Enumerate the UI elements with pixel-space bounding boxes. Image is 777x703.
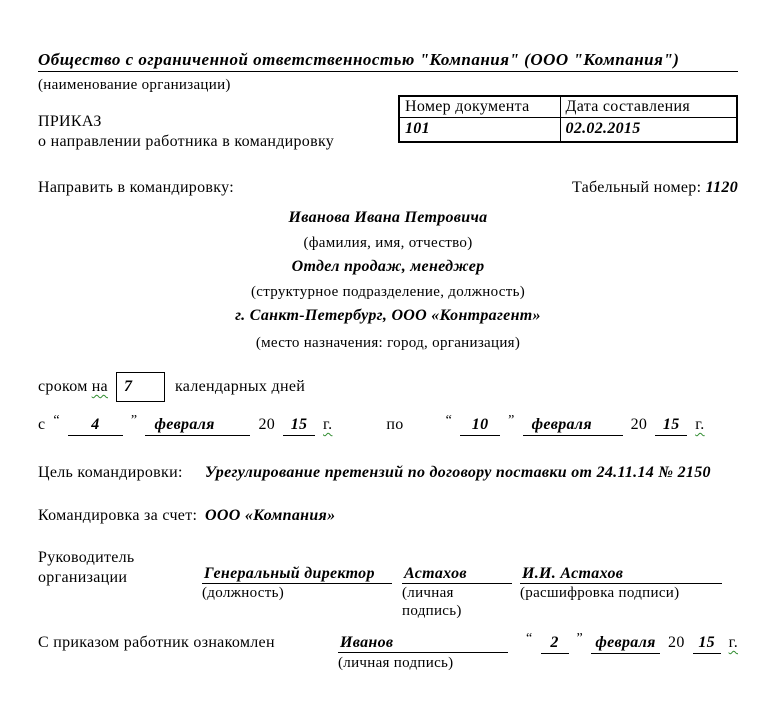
acknowledgement-label: С приказом работник ознакомлен [38, 634, 275, 651]
head-signature-block [38, 548, 738, 620]
duration-na: на [91, 378, 108, 395]
employee-name: Иванова Ивана Петровича [288, 209, 488, 226]
table-value-row [399, 118, 737, 142]
funding-row [38, 506, 738, 526]
to-month-field: февраля [523, 415, 623, 436]
send-row [38, 178, 738, 198]
head-label [38, 548, 202, 588]
to-century: 20 [630, 416, 648, 433]
close-quote-icon: ” [508, 413, 515, 428]
acknowledgement-signature: Иванов [338, 633, 508, 653]
duration-row [38, 372, 738, 402]
doc-number-header: Номер документа [399, 96, 560, 118]
signature-hint-line1: (личная [402, 585, 454, 601]
duration-suffix: календарных дней [174, 378, 306, 395]
order-title: ПРИКАЗ [38, 113, 102, 130]
order-subtitle: о направлении работника в командировку [38, 133, 335, 150]
trip-period-row [38, 415, 738, 436]
position-hint: (должность) [202, 585, 285, 601]
table-header-row [399, 96, 737, 118]
acknowledgement-year-abbr: г. [728, 634, 738, 651]
from-year-field: 15 [283, 415, 315, 436]
org-name-line [38, 50, 738, 72]
head-label-line1: Руководитель [38, 549, 135, 566]
head-label-line2: организации [38, 569, 128, 586]
department-position: Отдел продаж, менеджер [291, 258, 485, 275]
decryption-value: И.И. Астахов [520, 564, 722, 584]
signature-hint-line2: подпись) [402, 603, 462, 619]
destination: г. Санкт-Петербург, ООО «Контрагент» [235, 307, 541, 324]
employee-name-hint: (фамилия, имя, отчество) [303, 235, 473, 251]
signature-column [402, 564, 512, 620]
open-quote-icon: “ [445, 413, 453, 428]
days-count-value: 7 [123, 378, 133, 395]
purpose-row [38, 463, 738, 483]
acknowledgement-month-field: февраля [591, 633, 660, 654]
from-century: 20 [258, 416, 276, 433]
send-label: Направить в командировку: [38, 179, 234, 196]
doc-date-value: 02.02.2015 [560, 118, 737, 142]
from-year-abbr: г. [323, 416, 333, 433]
destination-hint: (место назначения: город, организация) [255, 335, 521, 351]
from-month-field: февраля [145, 415, 250, 436]
document-info-table [398, 95, 738, 143]
close-quote-icon: ” [576, 631, 584, 646]
acknowledgement-row [38, 633, 738, 673]
order-header-row [38, 95, 738, 152]
org-name-hint: (наименование организации) [38, 77, 231, 93]
to-label: по [386, 416, 404, 433]
department-position-hint: (структурное подразделение, должность) [250, 284, 526, 300]
to-day-field: 10 [460, 415, 500, 436]
signature-value: Астахов [402, 564, 512, 584]
position-value: Генеральный директор [202, 564, 392, 584]
acknowledgement-signature-hint: (личная подпись) [338, 655, 454, 671]
decryption-column [520, 564, 722, 602]
personnel-number-label: Табельный номер: [571, 179, 702, 196]
purpose-value: Урегулирование претензий по договору поставки от 24.11.14 № 2150 [205, 464, 711, 481]
doc-number-value: 101 [399, 118, 560, 142]
open-quote-icon: “ [53, 413, 60, 428]
doc-date-header: Дата составления [560, 96, 737, 118]
funding-label: Командировка за счет: [38, 507, 198, 524]
acknowledgement-day-field: 2 [541, 633, 569, 654]
from-label: с [38, 416, 46, 433]
org-name: Общество с ограниченной ответственностью "Компания" (ООО "Компания") [38, 50, 680, 69]
purpose-label: Цель командировки: [38, 464, 183, 481]
acknowledgement-signature-column [338, 633, 508, 673]
to-year-field: 15 [655, 415, 687, 436]
decryption-hint: (расшифровка подписи) [520, 585, 680, 601]
order-heading [38, 95, 398, 152]
duration-prefix: сроком [38, 378, 88, 395]
personnel-number-value: 1120 [705, 179, 738, 196]
close-quote-icon: ” [130, 413, 138, 428]
position-column [202, 564, 392, 602]
acknowledgement-year-field: 15 [693, 633, 721, 654]
acknowledgement-century: 20 [668, 634, 685, 651]
personnel-number-group [572, 178, 738, 198]
funding-value: ООО «Компания» [205, 507, 336, 524]
from-day-field: 4 [68, 415, 123, 436]
to-year-abbr: г. [695, 416, 705, 433]
open-quote-icon: “ [526, 631, 533, 646]
days-count-box [116, 372, 165, 402]
